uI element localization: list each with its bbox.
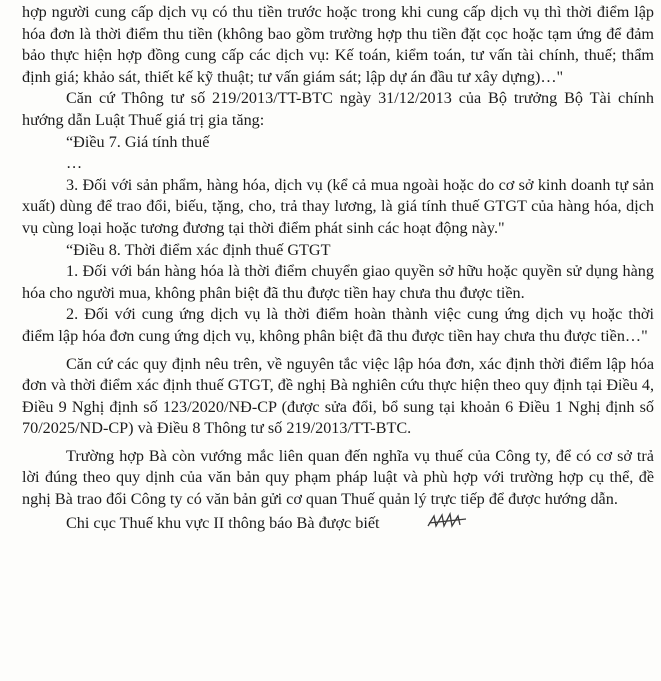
signature-scribble-icon: [382, 511, 472, 538]
article-8-heading: “Điều 8. Thời điểm xác định thuế GTGT: [66, 240, 331, 259]
document-body: [22, 2, 654, 537]
ellipsis-line: …: [66, 154, 83, 173]
paragraph-continuation: hợp người cung cấp dịch vụ có thu tiền trước hoặc trong khi cung cấp dịch vụ thì thời điểm lập hóa đơn là thời điểm thu tiền (không bao gồm trường hợp thu tiền đặt cọc hoặc tạm ứng để đảm bảo thực hiện hợp đồng cung cấp các dịch vụ: Kế toán, kiểm toán, tư vấn tài chính, thuế; thẩm định giá; khảo sát, thiết kế kỹ thuật; tư vấn giám sát; lập dự án đầu tư xây dựng)…": [22, 3, 654, 86]
article-8-clause-1: 1. Đối với bán hàng hóa là thời điểm chuyển giao quyền sở hữu hoặc quyền sử dụng hàng hóa cho người mua, không phân biệt đã thu được tiền hay chưa thu được tiền.: [22, 262, 654, 302]
closing-line: [22, 511, 654, 538]
article-8-clause-2: 2. Đối với cung ứng dịch vụ là thời điểm hoàn thành việc cung ứng dịch vụ hoặc thời điểm lập hóa đơn cung ứng dịch vụ, không phân biệt đã thu được tiền hay chưa thu được tiền…": [22, 305, 654, 345]
article-7-heading: “Điều 7. Giá tính thuế: [66, 132, 210, 151]
article-7-clause-3: 3. Đối với sản phẩm, hàng hóa, dịch vụ (kể cả mua ngoài hoặc do cơ sở kinh doanh tự sản xuất) dùng để trao đổi, biếu, tặng, cho, trả thay lương, là giá tính thuế GTGT của hàng hóa, dịch vụ cùng loại hoặc tương đương tại thời điểm phát sinh các hoạt động này.": [22, 175, 654, 237]
closing-text: Chi cục Thuế khu vực II thông báo Bà được biết: [66, 513, 380, 532]
paragraph-conclusion: Căn cứ các quy định nêu trên, về nguyên tắc việc lập hóa đơn, xác định thời điểm lập hóa đơn và thời điểm xác định thuế GTGT, đề nghị Bà nghiên cứu thực hiện theo quy định tại Điều 4, Điều 9 Nghị định số 123/2020/NĐ-CP (được sửa đổi, bổ sung tại khoản 6 Điều 1 Nghị định số 70/2025/ND-CP) và Điều 8 Thông tư số 219/2013/TT-BTC.: [22, 354, 654, 438]
paragraph-legal-basis-circular: Căn cứ Thông tư số 219/2013/TT-BTC ngày 31/12/2013 của Bộ trưởng Bộ Tài chính hướng dẫn Luật Thuế giá trị gia tăng:: [22, 89, 654, 129]
paragraph-further-questions: Trường hợp Bà còn vướng mắc liên quan đến nghĩa vụ thuế của Công ty, để có cơ sở trả lời đúng theo quy dịnh của văn bản quy phạm pháp luật và phù hợp với trường hợp cụ thể, đề nghị Bà trao đổi Công ty có văn bản gửi cơ quan Thuế quản lý trực tiếp để được hướng dẫn.: [22, 446, 654, 509]
